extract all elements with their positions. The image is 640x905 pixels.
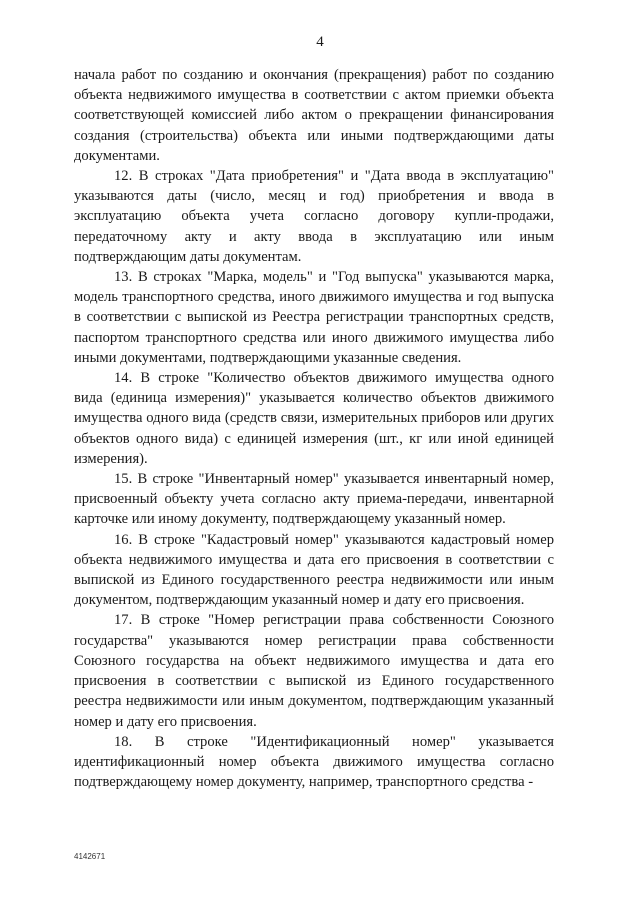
- document-body: [74, 65, 554, 792]
- document-code: 4142671: [74, 852, 106, 861]
- paragraph-item-13: 13. В строках "Марка, модель" и "Год выпуска" указываются марка, модель транспортного средства, иного движимого имущества и год выпуска в соответствии с выпиской из Реестра регистрации транспортных средств, паспортом транспортного средства или иного движимого имущества либо иными документами, подтверждающими указанные сведения.: [74, 269, 554, 366]
- paragraph-continuation: начала работ по созданию и окончания (прекращения) работ по созданию объекта недвижимого имущества в соответствии с актом приемки объекта соответствующей комиссией либо актом о прекращении финансирования создания (строительства) объекта или иными подтверждающими даты документами.: [74, 67, 554, 164]
- paragraph-item-12: 12. В строках "Дата приобретения" и "Дата ввода в эксплуатацию" указываются даты (число, месяц и год) приобретения и ввода в эксплуатацию объекта учета согласно договору купли-продажи, передаточному акту и акту ввода в эксплуатацию или иным подтверждающим даты документам.: [74, 168, 554, 265]
- paragraph-item-14: 14. В строке "Количество объектов движимого имущества одного вида (единица измерения)" указывается количество объектов движимого имущества одного вида (средств связи, измерительных приборов или других объектов одного вида) с единицей измерения (шт., кг или иной единицей измерения).: [74, 370, 554, 467]
- paragraph-item-16: 16. В строке "Кадастровый номер" указываются кадастровый номер объекта недвижимого имущества и дата его присвоения в соответствии с выпиской из Единого государственного реестра недвижимости или иным документом, подтверждающим указанный номер и дату его присвоения.: [74, 531, 554, 609]
- paragraph-item-15: 15. В строке "Инвентарный номер" указывается инвентарный номер, присвоенный объекту учета согласно акту приема-передачи, инвентарной карточке или иному документу, подтверждающему указанный номер.: [74, 471, 554, 528]
- paragraph-item-18: 18. В строке "Идентификационный номер" указывается идентификационный номер объекта движимого имущества согласно подтверждающему номер документу, например, транспортного средства -: [74, 733, 554, 791]
- paragraph-item-17: 17. В строке "Номер регистрации права собственности Союзного государства" указываются номер регистрации права собственности Союзного государства на объект недвижимого имущества и дата его присвоения в соответствии с выпиской из Единого государственного реестра недвижимости или иным документом, подтверждающим указанный номер и дату его присвоения.: [74, 612, 554, 730]
- page-number: 4: [316, 34, 324, 50]
